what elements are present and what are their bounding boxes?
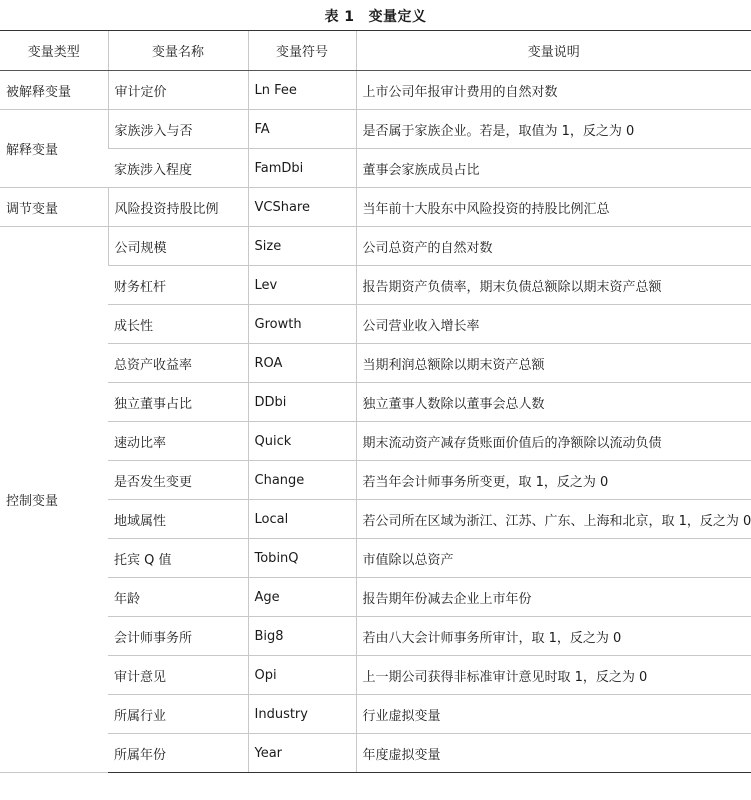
table-row: [0, 266, 751, 305]
variable-name-cell: 风险投资持股比例: [108, 188, 248, 227]
variable-description-cell: 行业虚拟变量: [356, 695, 751, 734]
variable-symbol-cell: Age: [248, 578, 356, 617]
variable-symbol-cell: VCShare: [248, 188, 356, 227]
table-row: [0, 422, 751, 461]
table-caption: [0, 6, 751, 26]
variable-description-cell: 报告期年份减去企业上市年份: [356, 578, 751, 617]
variable-description-cell: 若公司所在区域为浙江、江苏、广东、上海和北京，取 1，反之为 0: [356, 500, 751, 539]
variable-description-cell: 期末流动资产减存货账面价值后的净额除以流动负债: [356, 422, 751, 461]
variable-name-cell: 年龄: [108, 578, 248, 617]
table-row: [0, 617, 751, 656]
table-row: [0, 539, 751, 578]
variable-description-cell: 若由八大会计师事务所审计，取 1，反之为 0: [356, 617, 751, 656]
table-row: [0, 383, 751, 422]
header-variable-type: 变量类型: [0, 31, 108, 71]
variable-description-cell: 当期利润总额除以期末资产总额: [356, 344, 751, 383]
variable-name-cell: 所属年份: [108, 734, 248, 773]
variable-type-cell: 调节变量: [0, 188, 108, 227]
variable-name-cell: 审计定价: [108, 71, 248, 110]
table-number: 表 1: [324, 9, 355, 25]
variable-symbol-cell: Local: [248, 500, 356, 539]
table-row: [0, 305, 751, 344]
table-row: [0, 656, 751, 695]
variable-description-cell: 公司营业收入增长率: [356, 305, 751, 344]
variable-name-cell: 公司规模: [108, 227, 248, 266]
table-row: [0, 344, 751, 383]
variable-symbol-cell: Ln Fee: [248, 71, 356, 110]
variable-name-cell: 家族涉入与否: [108, 110, 248, 149]
table-row: [0, 500, 751, 539]
variable-name-cell: 独立董事占比: [108, 383, 248, 422]
variable-type-cell: 解释变量: [0, 110, 108, 188]
variable-symbol-cell: Growth: [248, 305, 356, 344]
table-row: [0, 149, 751, 188]
table-row: [0, 461, 751, 500]
variable-symbol-cell: Size: [248, 227, 356, 266]
table-row: [0, 188, 751, 227]
variable-description-cell: 年度虚拟变量: [356, 734, 751, 773]
variable-symbol-cell: Change: [248, 461, 356, 500]
header-variable-symbol: 变量符号: [248, 31, 356, 71]
table-row: [0, 734, 751, 773]
variable-description-cell: 当年前十大股东中风险投资的持股比例汇总: [356, 188, 751, 227]
variable-name-cell: 总资产收益率: [108, 344, 248, 383]
table-title: 变量定义: [368, 9, 427, 25]
variable-description-cell: 公司总资产的自然对数: [356, 227, 751, 266]
variable-name-cell: 成长性: [108, 305, 248, 344]
variable-symbol-cell: TobinQ: [248, 539, 356, 578]
variable-symbol-cell: Opi: [248, 656, 356, 695]
variable-symbol-cell: DDbi: [248, 383, 356, 422]
variable-symbol-cell: Big8: [248, 617, 356, 656]
table-row: [0, 110, 751, 149]
header-variable-description: 变量说明: [356, 31, 751, 71]
table-row: [0, 71, 751, 110]
variable-name-cell: 是否发生变更: [108, 461, 248, 500]
variable-symbol-cell: FA: [248, 110, 356, 149]
variable-symbol-cell: Industry: [248, 695, 356, 734]
variable-name-cell: 财务杠杆: [108, 266, 248, 305]
variable-name-cell: 家族涉入程度: [108, 149, 248, 188]
variable-definition-table: [0, 30, 751, 773]
variable-description-cell: 报告期资产负债率，期末负债总额除以期末资产总额: [356, 266, 751, 305]
header-variable-name: 变量名称: [108, 31, 248, 71]
table-row: [0, 578, 751, 617]
variable-name-cell: 速动比率: [108, 422, 248, 461]
variable-description-cell: 上市公司年报审计费用的自然对数: [356, 71, 751, 110]
variable-description-cell: 若当年会计师事务所变更，取 1，反之为 0: [356, 461, 751, 500]
variable-symbol-cell: Year: [248, 734, 356, 773]
variable-name-cell: 会计师事务所: [108, 617, 248, 656]
table-body: [0, 71, 751, 773]
variable-description-cell: 独立董事人数除以董事会总人数: [356, 383, 751, 422]
variable-name-cell: 审计意见: [108, 656, 248, 695]
variable-description-cell: 是否属于家族企业。若是，取值为 1，反之为 0: [356, 110, 751, 149]
variable-symbol-cell: Lev: [248, 266, 356, 305]
variable-name-cell: 所属行业: [108, 695, 248, 734]
variable-symbol-cell: Quick: [248, 422, 356, 461]
table-row: [0, 695, 751, 734]
table-row: [0, 227, 751, 266]
variable-name-cell: 托宾 Q 值: [108, 539, 248, 578]
variable-description-cell: 董事会家族成员占比: [356, 149, 751, 188]
variable-type-cell: 被解释变量: [0, 71, 108, 110]
variable-description-cell: 上一期公司获得非标准审计意见时取 1，反之为 0: [356, 656, 751, 695]
variable-name-cell: 地域属性: [108, 500, 248, 539]
header-row: [0, 31, 751, 71]
variable-symbol-cell: ROA: [248, 344, 356, 383]
variable-description-cell: 市值除以总资产: [356, 539, 751, 578]
variable-type-cell: 控制变量: [0, 227, 108, 773]
variable-symbol-cell: FamDbi: [248, 149, 356, 188]
